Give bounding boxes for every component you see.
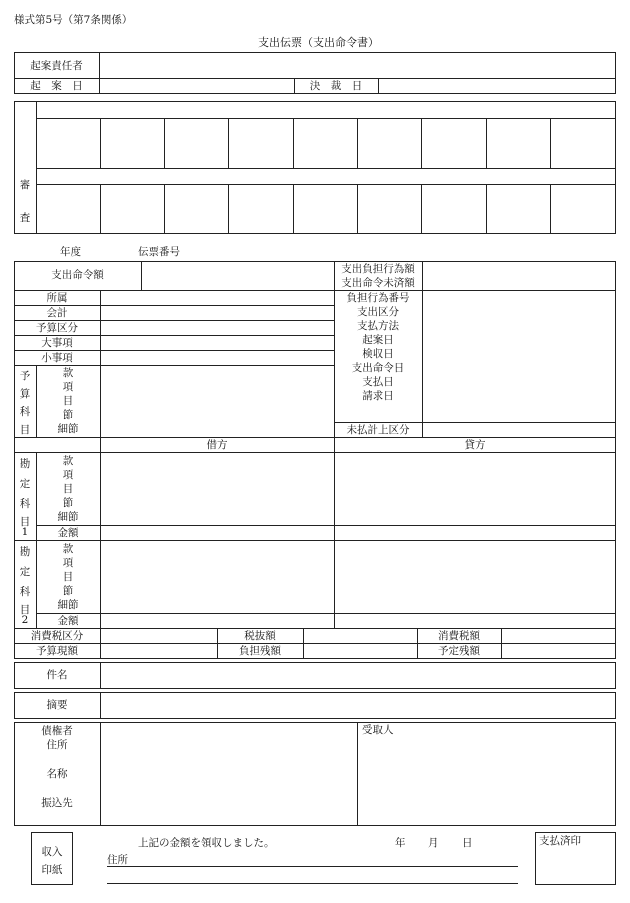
subject-label: 件名 xyxy=(46,669,68,681)
right-row-6: 支払日 xyxy=(362,376,394,388)
acct2-item-3: 節 xyxy=(62,585,74,597)
right-row-4: 検収日 xyxy=(362,348,394,360)
receipt-address-label: 住所 xyxy=(107,854,128,866)
budget-label-3: 目 xyxy=(19,424,31,436)
acct2-label-0: 勘 xyxy=(19,546,31,558)
acct2-item-2: 目 xyxy=(62,571,74,583)
unpaid-amount-label: 支出命令未済額 xyxy=(341,277,415,289)
acct2-item-4: 細節 xyxy=(57,599,79,611)
receiver-label: 受取人 xyxy=(362,724,394,736)
responsible-field[interactable] xyxy=(100,53,615,77)
budget-item-4: 細節 xyxy=(57,423,79,435)
acct2-label-4: 2 xyxy=(21,614,29,626)
before-tax-label: 税抜額 xyxy=(244,630,276,642)
acct1-amount-label: 金額 xyxy=(57,527,79,539)
receipt-text: 上記の金額を領収しました。 xyxy=(138,837,275,849)
left-row-3: 大事項 xyxy=(41,337,73,349)
acct1-item-1: 項 xyxy=(62,469,74,481)
summary-field[interactable] xyxy=(101,693,615,718)
acct1-item-3: 節 xyxy=(62,497,74,509)
debit-header: 借方 xyxy=(206,439,228,451)
creditor-address-label: 住所 xyxy=(46,739,68,751)
right-row-7: 請求日 xyxy=(362,390,394,402)
decision-date-label: 決 裁 日 xyxy=(309,80,363,92)
credit-header: 貸方 xyxy=(464,439,486,451)
responsible-label: 起案責任者 xyxy=(30,60,83,72)
acct1-label-2: 科 xyxy=(19,498,31,510)
acct2-label-2: 科 xyxy=(19,586,31,598)
right-row-3: 起案日 xyxy=(362,334,394,346)
left-row-0: 所属 xyxy=(46,292,68,304)
address-line xyxy=(107,866,518,867)
acct2-item-1: 項 xyxy=(62,557,74,569)
budget-item-3: 節 xyxy=(62,409,74,421)
left-row-4: 小事項 xyxy=(41,352,73,364)
fiscal-year-label: 年度 xyxy=(60,246,81,258)
acct1-label-0: 勘 xyxy=(19,458,31,470)
acct1-item-4: 細節 xyxy=(57,511,79,523)
acct2-label-1: 定 xyxy=(19,566,31,578)
acct1-item-0: 款 xyxy=(62,455,74,467)
receipt-year: 年 xyxy=(395,837,406,849)
stamp-label-2: 印紙 xyxy=(41,864,63,876)
budget-label-1: 算 xyxy=(19,388,31,400)
receipt-day: 日 xyxy=(462,837,473,849)
form-number: 様式第5号（第7条関係） xyxy=(14,14,133,26)
acct2-item-0: 款 xyxy=(62,543,74,555)
review-label-2: 査 xyxy=(19,212,31,224)
right-row-2: 支払方法 xyxy=(357,320,399,332)
creditor-label: 債権者 xyxy=(41,725,73,737)
draft-date-label: 起 案 日 xyxy=(30,80,83,92)
slip-number-label: 伝票番号 xyxy=(138,246,180,258)
left-row-2: 予算区分 xyxy=(36,322,78,334)
right-row-5: 支出命令日 xyxy=(351,362,405,374)
transfer-label: 振込先 xyxy=(41,797,73,809)
budget-label-2: 科 xyxy=(19,406,31,418)
unpaid-class-label: 未払計上区分 xyxy=(346,424,410,436)
creditor-name-label: 名称 xyxy=(46,768,68,780)
review-label-1: 審 xyxy=(19,179,31,191)
summary-label: 摘要 xyxy=(46,699,68,711)
budget-item-0: 款 xyxy=(62,367,74,379)
left-row-1: 会計 xyxy=(46,307,68,319)
form-title: 支出伝票（支出命令書） xyxy=(258,36,379,49)
name-line xyxy=(107,883,518,884)
paid-stamp-label: 支払済印 xyxy=(539,835,581,847)
order-amount-label: 支出命令額 xyxy=(51,269,104,281)
acct2-label-3: 目 xyxy=(19,604,31,616)
burden-amount-label: 支出負担行為額 xyxy=(341,263,415,275)
creditor-block xyxy=(14,722,616,826)
acct1-label-4: 1 xyxy=(21,526,29,538)
budget-item-2: 目 xyxy=(62,395,74,407)
budget-now-label: 予算現額 xyxy=(36,645,78,657)
consumption-tax-label: 消費税額 xyxy=(438,630,480,642)
acct1-label-3: 目 xyxy=(19,516,31,528)
planned-balance-label: 予定残額 xyxy=(438,645,480,657)
acct2-amount-label: 金額 xyxy=(57,615,79,627)
burden-balance-label: 負担残額 xyxy=(239,645,281,657)
right-row-0: 負担行為番号 xyxy=(346,292,410,304)
right-row-1: 支出区分 xyxy=(357,306,399,318)
subject-field[interactable] xyxy=(101,663,615,688)
budget-label-0: 予 xyxy=(19,370,31,382)
receipt-month: 月 xyxy=(428,837,439,849)
tax-class-label: 消費税区分 xyxy=(30,630,84,642)
acct1-item-2: 目 xyxy=(62,483,74,495)
stamp-label-1: 収入 xyxy=(41,846,63,858)
acct1-label-1: 定 xyxy=(19,478,31,490)
budget-item-1: 項 xyxy=(62,381,74,393)
